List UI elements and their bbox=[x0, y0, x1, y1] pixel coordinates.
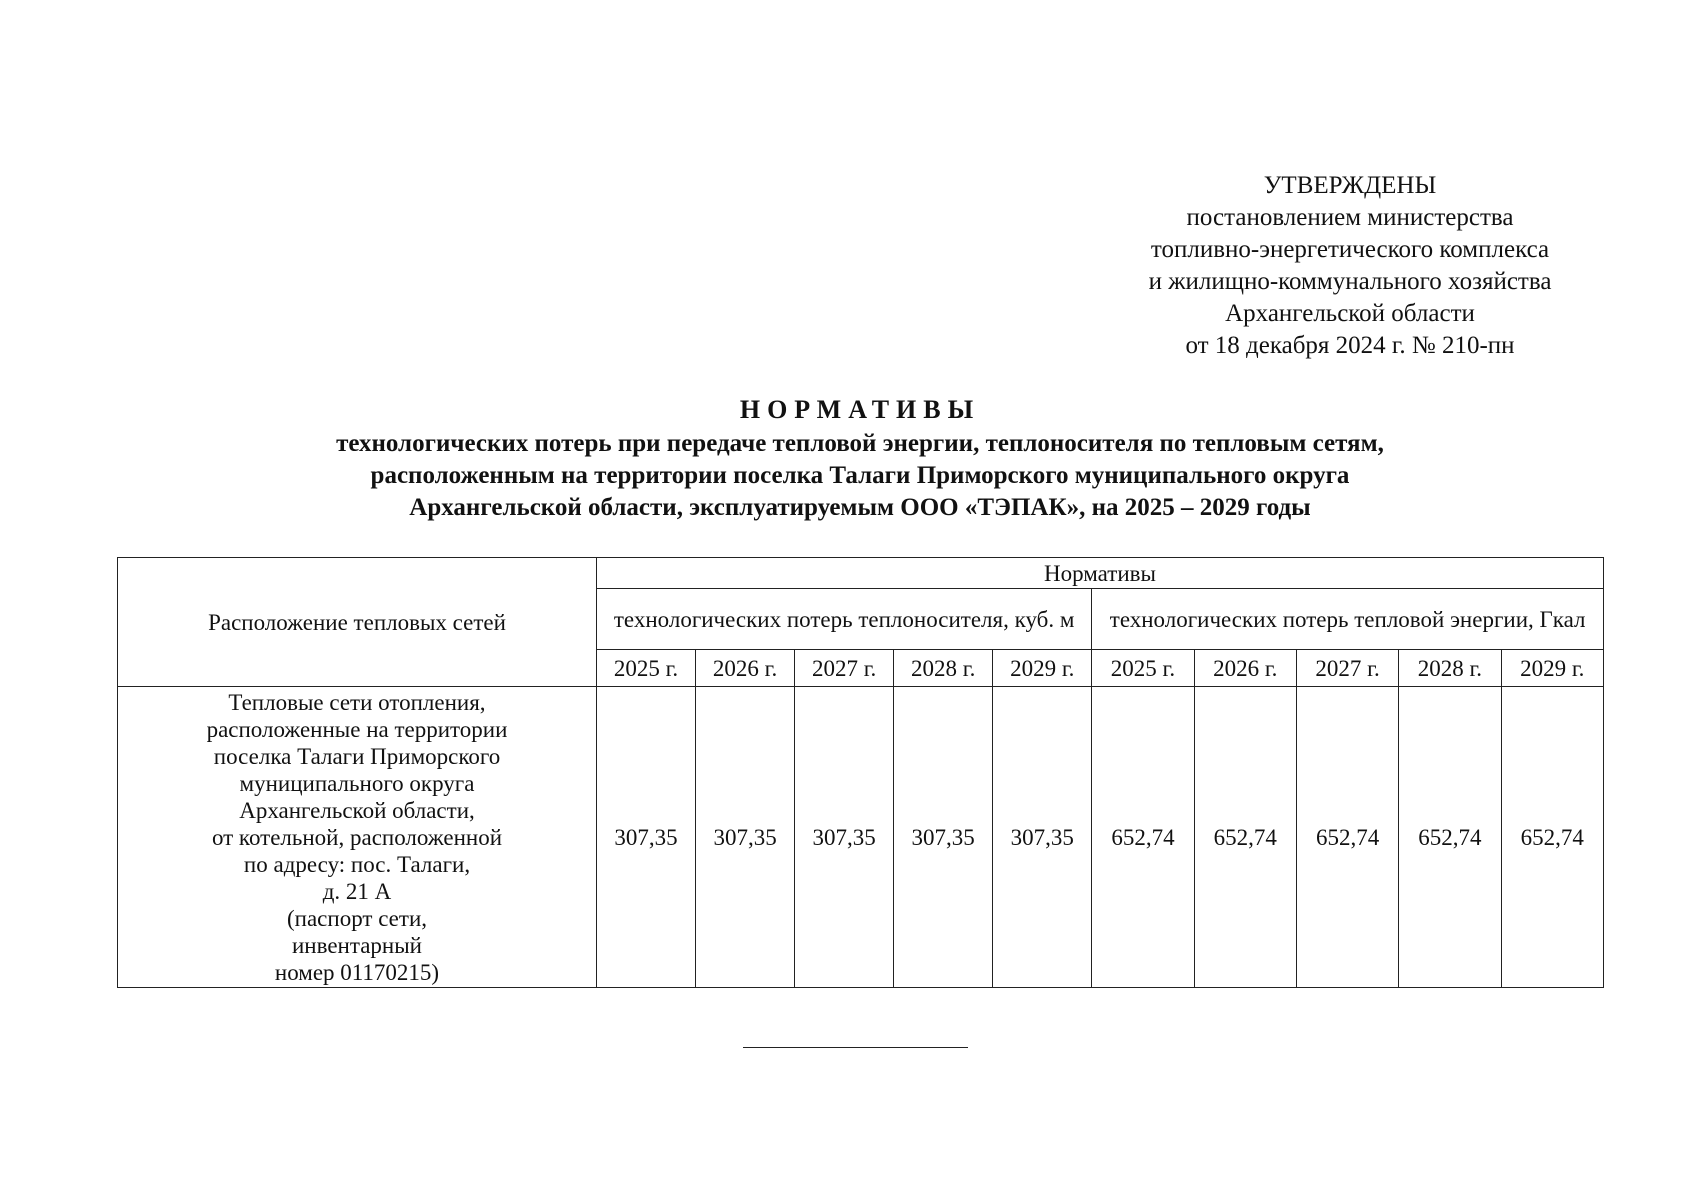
location-header: Расположение тепловых сетей bbox=[118, 558, 597, 687]
heat-loss-header: технологических потерь тепловой энергии, Гкал bbox=[1092, 589, 1604, 650]
year-header: 2029 г. bbox=[993, 650, 1092, 687]
title-line: технологических потерь при передаче тепловой энергии, теплоносителя по тепловым сетям, bbox=[336, 430, 1384, 457]
year-header: 2025 г. bbox=[1092, 650, 1194, 687]
norms-table bbox=[117, 557, 1604, 988]
approval-line: постановлением министерства bbox=[1186, 204, 1514, 231]
value-cell: 652,74 bbox=[1399, 687, 1501, 988]
approval-block bbox=[1110, 170, 1590, 362]
approval-date: от 18 декабря 2024 г. № 210-пн bbox=[1185, 332, 1515, 359]
year-header: 2027 г. bbox=[1296, 650, 1398, 687]
table-row bbox=[118, 687, 1604, 988]
year-header: 2025 г. bbox=[597, 650, 696, 687]
document-title bbox=[150, 394, 1570, 524]
year-header: 2029 г. bbox=[1501, 650, 1603, 687]
value-cell: 652,74 bbox=[1092, 687, 1194, 988]
value-cell: 307,35 bbox=[993, 687, 1092, 988]
value-cell: 307,35 bbox=[795, 687, 894, 988]
value-cell: 652,74 bbox=[1194, 687, 1296, 988]
value-cell: 652,74 bbox=[1501, 687, 1603, 988]
value-cell: 307,35 bbox=[894, 687, 993, 988]
norms-header: Нормативы bbox=[597, 558, 1604, 589]
year-header: 2028 г. bbox=[1399, 650, 1501, 687]
title-line: расположенным на территории поселка Талаги Приморского муниципального округа bbox=[370, 462, 1350, 489]
approval-title: УТВЕРЖДЕНЫ bbox=[1263, 172, 1437, 199]
title-line: Архангельской области, эксплуатируемым ООО «ТЭПАК», на 2025 – 2029 годы bbox=[409, 494, 1311, 521]
approval-line: и жилищно-коммунального хозяйства bbox=[1148, 268, 1552, 295]
location-cell: Тепловые сети отопления, расположенные на территории поселка Талаги Приморского муниципального округа Архангельской области, от котельной, расположенной по адресу: пос. Талаги, д. 21 А (паспорт сети, инвентарный номер 01170215) bbox=[118, 687, 597, 988]
year-header: 2028 г. bbox=[894, 650, 993, 687]
approval-line: Архангельской области bbox=[1225, 300, 1475, 327]
value-cell: 307,35 bbox=[696, 687, 795, 988]
footer-divider bbox=[743, 1047, 968, 1048]
value-cell: 307,35 bbox=[597, 687, 696, 988]
value-cell: 652,74 bbox=[1296, 687, 1398, 988]
year-header: 2027 г. bbox=[795, 650, 894, 687]
coolant-loss-header: технологических потерь теплоносителя, куб. м bbox=[597, 589, 1092, 650]
title-heading: НОРМАТИВЫ bbox=[739, 395, 981, 424]
year-header: 2026 г. bbox=[696, 650, 795, 687]
approval-line: топливно-энергетического комплекса bbox=[1150, 236, 1550, 263]
year-header: 2026 г. bbox=[1194, 650, 1296, 687]
